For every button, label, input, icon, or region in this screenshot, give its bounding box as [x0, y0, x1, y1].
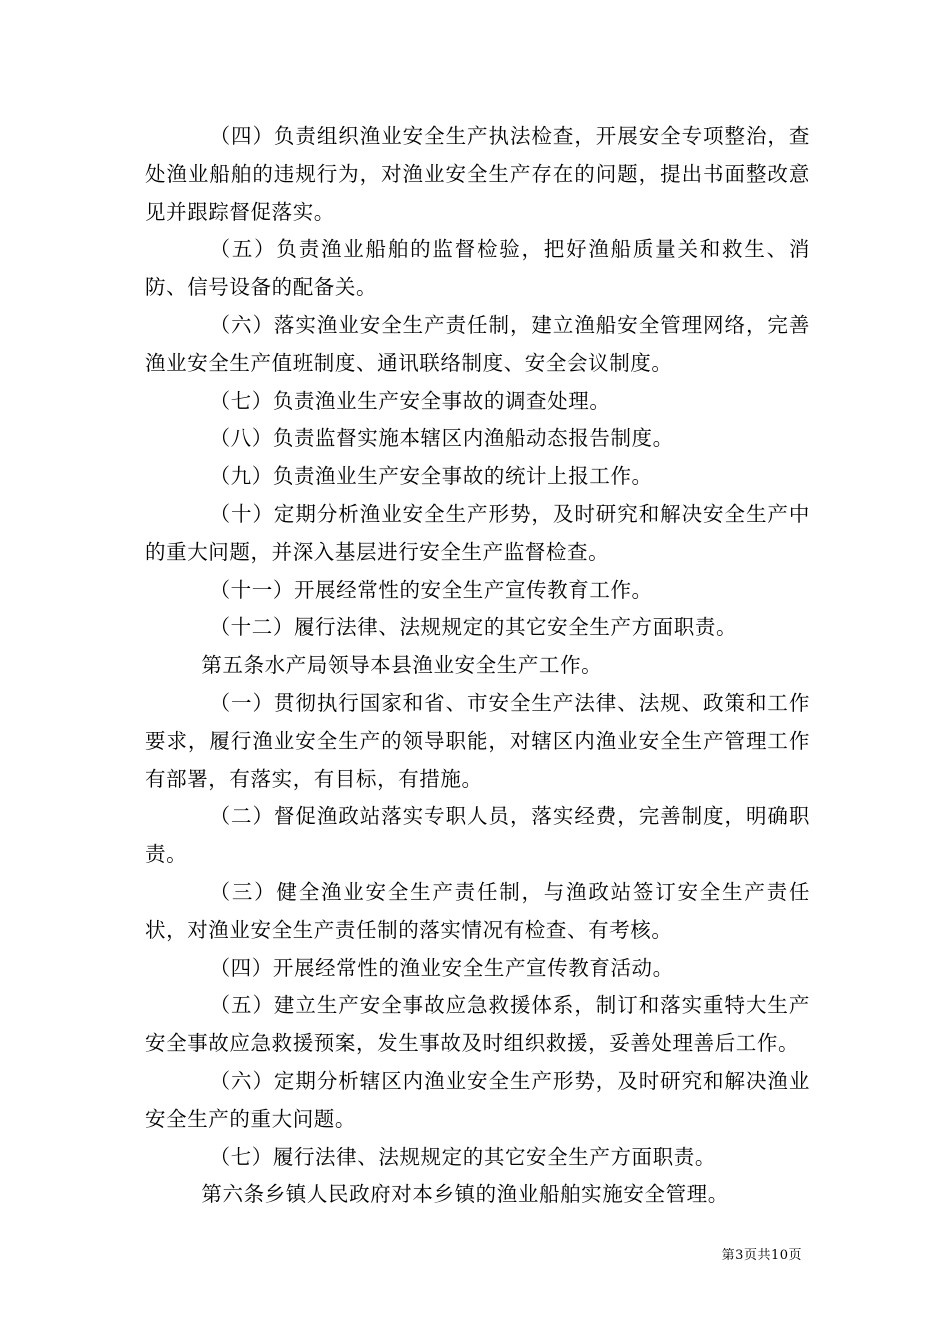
- paragraph-item-4-inspection: （四）负责组织渔业安全生产执法检查，开展安全专项整治，查处渔业船舶的违规行为，对渔业安全生产存在的问题，提出书面整改意见并跟踪督促落实。: [145, 124, 810, 224]
- paragraph-a5-item-2: （二）督促渔政站落实专职人员，落实经费，完善制度，明确职责。: [145, 804, 810, 867]
- paragraph-article-5: 第五条水产局领导本县渔业安全生产工作。: [201, 653, 603, 678]
- paragraph-a5-item-6: （六）定期分析辖区内渔业安全生产形势，及时研究和解决渔业安全生产的重大问题。: [145, 1068, 810, 1131]
- paragraph-item-12-other-duties: （十二）履行法律、法规规定的其它安全生产方面职责。: [209, 615, 738, 640]
- paragraph-a5-item-4: （四）开展经常性的渔业安全生产宣传教育活动。: [209, 955, 674, 980]
- paragraph-item-7-investigation: （七）负责渔业生产安全事故的调查处理。: [209, 388, 611, 413]
- document-body: [145, 118, 810, 1214]
- paragraph-item-9-statistics: （九）负责渔业生产安全事故的统计上报工作。: [209, 464, 653, 489]
- page-number: 第3页共10页: [721, 1248, 802, 1263]
- paragraph-item-10-analysis: （十）定期分析渔业安全生产形势，及时研究和解决安全生产中的重大问题，并深入基层进行安全生产监督检查。: [145, 501, 810, 564]
- paragraph-item-5-vessel-inspection: （五）负责渔业船舶的监督检验，把好渔船质量关和救生、消防、信号设备的配备关。: [145, 237, 810, 300]
- paragraph-a5-item-7: （七）履行法律、法规规定的其它安全生产方面职责。: [209, 1144, 716, 1169]
- paragraph-article-6: 第六条乡镇人民政府对本乡镇的渔业船舶实施安全管理。: [201, 1182, 729, 1207]
- paragraph-item-11-education: （十一）开展经常性的安全生产宣传教育工作。: [209, 577, 653, 602]
- paragraph-a5-item-1: （一）贯彻执行国家和省、市安全生产法律、法规、政策和工作要求，履行渔业安全生产的领导职能，对辖区内渔业安全生产管理工作有部署，有落实，有目标，有措施。: [145, 690, 810, 791]
- paragraph-a5-item-3: （三）健全渔业安全生产责任制，与渔政站签订安全生产责任状，对渔业安全生产责任制的落实情况有检查、有考核。: [145, 879, 810, 942]
- paragraph-item-6-responsibility: （六）落实渔业安全生产责任制，建立渔船安全管理网络，完善渔业安全生产值班制度、通讯联络制度、安全会议制度。: [145, 312, 810, 375]
- paragraph-item-8-reporting: （八）负责监督实施本辖区内渔船动态报告制度。: [209, 426, 674, 451]
- paragraph-a5-item-5: （五）建立生产安全事故应急救援体系，制订和落实重特大生产安全事故应急救援预案，发生事故及时组织救援，妥善处理善后工作。: [145, 993, 810, 1056]
